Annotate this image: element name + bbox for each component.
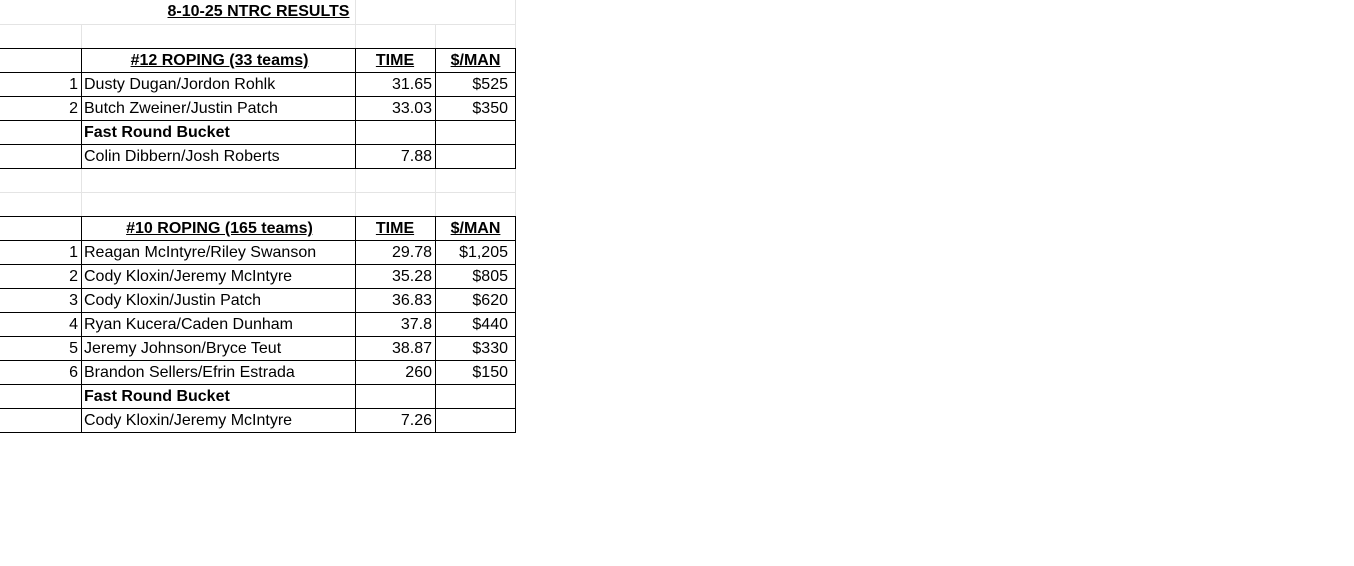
section-header-row — [0, 49, 516, 73]
place-cell: 1 — [69, 244, 78, 261]
gridline — [515, 168, 516, 216]
pay-cell: $330 — [472, 340, 508, 357]
place-cell: 3 — [69, 292, 78, 309]
title-row — [0, 0, 516, 24]
time-cell: 260 — [405, 364, 432, 381]
gridline — [81, 168, 82, 216]
place-cell: 6 — [69, 364, 78, 381]
gridline — [0, 192, 516, 193]
gridline — [81, 24, 82, 48]
pay-cell: $150 — [472, 364, 508, 381]
pay-cell: $525 — [472, 76, 508, 93]
time-cell: 37.8 — [400, 316, 432, 333]
place-cell: 2 — [69, 268, 78, 285]
team-cell: Cody Kloxin/Jeremy McIntyre — [84, 268, 293, 285]
table-row — [0, 337, 516, 361]
time-cell: 29.78 — [391, 244, 432, 261]
time-cell: 36.83 — [391, 292, 432, 309]
place-cell: 2 — [69, 100, 78, 117]
bucket-time-cell: 7.88 — [400, 148, 432, 165]
team-cell: Brandon Sellers/Efrin Estrada — [84, 364, 295, 381]
pay-cell: $440 — [472, 316, 508, 333]
sheet-title: 8-10-25 NTRC RESULTS — [167, 3, 350, 20]
team-cell: Cody Kloxin/Justin Patch — [84, 292, 261, 309]
table-row — [0, 265, 516, 289]
section-header: #12 ROPING (33 teams) — [130, 52, 309, 69]
place-cell: 1 — [69, 76, 78, 93]
bucket-team-cell: Colin Dibbern/Josh Roberts — [84, 148, 280, 165]
table-row — [0, 313, 516, 337]
time-cell: 31.65 — [391, 76, 432, 93]
bucket-team-cell: Cody Kloxin/Jeremy McIntyre — [84, 412, 293, 429]
time-cell: 33.03 — [391, 100, 432, 117]
team-cell: Dusty Dugan/Jordon Rohlk — [84, 76, 276, 93]
time-column-header: TIME — [375, 52, 415, 69]
pay-cell: $350 — [472, 100, 508, 117]
pay-cell: $1,205 — [459, 244, 508, 261]
bucket-row — [0, 409, 516, 433]
gridline — [435, 168, 436, 216]
pay-column-header: $/MAN — [450, 52, 501, 69]
pay-column-header: $/MAN — [450, 220, 501, 237]
team-cell: Butch Zweiner/Justin Patch — [84, 100, 278, 117]
bucket-label-row — [0, 121, 516, 145]
time-cell: 35.28 — [391, 268, 432, 285]
bucket-time-cell: 7.26 — [400, 412, 432, 429]
gridline — [0, 24, 516, 25]
time-column-header: TIME — [375, 220, 415, 237]
table-row — [0, 241, 516, 265]
table-row — [0, 361, 516, 385]
place-cell: 5 — [69, 340, 78, 357]
table-row — [0, 289, 516, 313]
bucket-label: Fast Round Bucket — [84, 388, 230, 405]
team-cell: Reagan McIntyre/Riley Swanson — [84, 244, 317, 261]
place-cell: 4 — [69, 316, 78, 333]
bucket-label: Fast Round Bucket — [84, 124, 230, 141]
table-row — [0, 97, 516, 121]
bucket-label-row — [0, 385, 516, 409]
team-cell: Ryan Kucera/Caden Dunham — [84, 316, 294, 333]
pay-cell: $805 — [472, 268, 508, 285]
section-header: #10 ROPING (165 teams) — [126, 220, 313, 237]
section-header-row — [0, 217, 516, 241]
section-10-roping — [0, 217, 516, 433]
time-cell: 38.87 — [391, 340, 432, 357]
section-12-roping — [0, 49, 516, 169]
pay-cell: $620 — [472, 292, 508, 309]
table-row — [0, 73, 516, 97]
team-cell: Jeremy Johnson/Bryce Teut — [84, 340, 282, 357]
gridline — [355, 168, 356, 216]
gridline — [435, 24, 436, 48]
bucket-row — [0, 145, 516, 169]
